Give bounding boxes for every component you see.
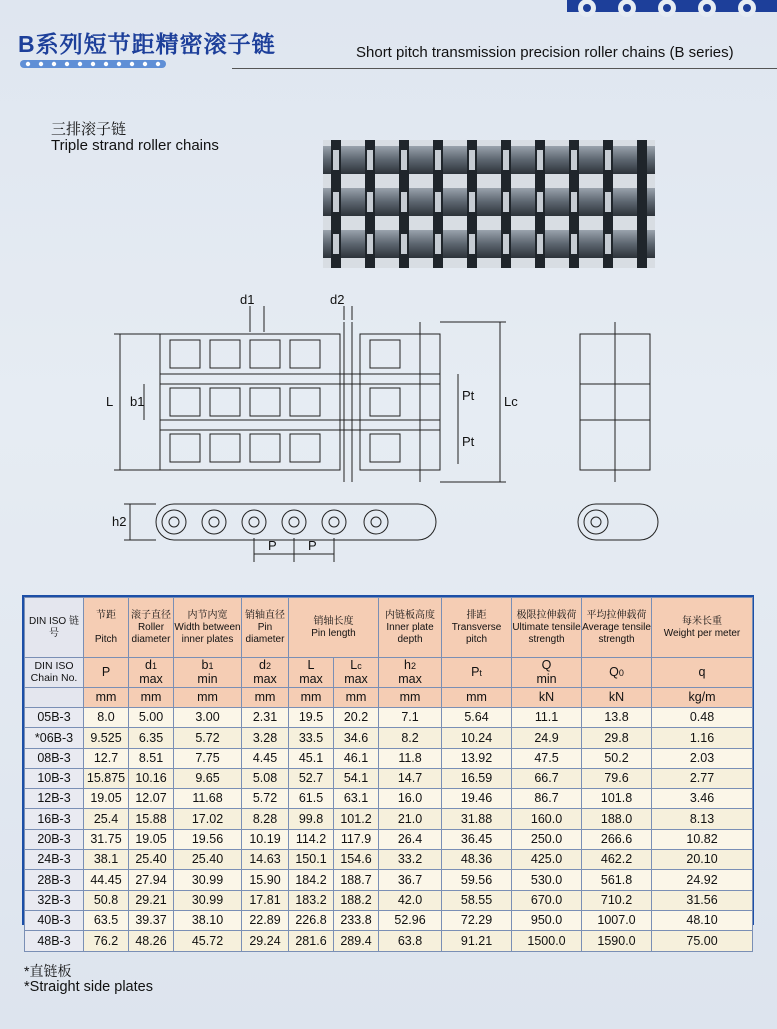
table-cell: 33.5 xyxy=(289,728,334,748)
section-title-cn: 三排滚子链 xyxy=(51,121,127,138)
section-title-en: Triple strand roller chains xyxy=(51,137,219,154)
symbol-L: L max xyxy=(289,658,334,688)
table-cell: 33.2 xyxy=(379,850,442,870)
table-row xyxy=(25,728,753,748)
table-cell: 31.56 xyxy=(652,890,753,910)
label-d1: d1 xyxy=(240,292,255,307)
table-cell: 47.5 xyxy=(512,748,582,768)
table-cell: 188.7 xyxy=(334,870,379,890)
table-cell: 561.8 xyxy=(582,870,652,890)
table-row xyxy=(25,809,753,829)
table-cell: 15.90 xyxy=(242,870,289,890)
table-cell: 7.75 xyxy=(174,748,242,768)
table-cell: 20.2 xyxy=(334,708,379,728)
chain-number-cell: 12B-3 xyxy=(25,789,84,809)
table-cell: 42.0 xyxy=(379,890,442,910)
symbol-Q0: Q0 xyxy=(582,658,652,688)
chain-number-cell: 40B-3 xyxy=(25,910,84,930)
table-cell: 50.2 xyxy=(582,748,652,768)
symbol-b1: b1 min xyxy=(174,658,242,688)
label-d2: d2 xyxy=(330,292,345,307)
table-cell: 27.94 xyxy=(129,870,174,890)
table-row xyxy=(25,768,753,788)
table-cell: 5.08 xyxy=(242,768,289,788)
table-cell: 250.0 xyxy=(512,829,582,849)
table-cell: 24.92 xyxy=(652,870,753,890)
table-cell: 19.46 xyxy=(442,789,512,809)
table-cell: 188.0 xyxy=(582,809,652,829)
table-cell: 30.99 xyxy=(174,890,242,910)
chain-photo xyxy=(323,140,655,268)
table-cell: 1.16 xyxy=(652,728,753,748)
symbol-P: P xyxy=(84,658,129,688)
table-cell: 44.45 xyxy=(84,870,129,890)
table-cell: 36.45 xyxy=(442,829,512,849)
table-cell: 19.5 xyxy=(289,708,334,728)
table-cell: 5.64 xyxy=(442,708,512,728)
label-b1: b1 xyxy=(130,394,145,409)
table-cell: 670.0 xyxy=(512,890,582,910)
table-cell: 266.6 xyxy=(582,829,652,849)
table-cell: 12.07 xyxy=(129,789,174,809)
header-pin-diameter: 销轴直径 Pin diameter xyxy=(242,598,289,658)
label-pt-lower: Pt xyxy=(462,434,475,449)
table-cell: 63.8 xyxy=(379,931,442,951)
table-cell: 66.7 xyxy=(512,768,582,788)
table-cell: 91.21 xyxy=(442,931,512,951)
table-cell: 0.48 xyxy=(652,708,753,728)
table-row xyxy=(25,931,753,951)
page-title-cn: B系列短节距精密滚子链 xyxy=(18,31,276,57)
table-cell: 281.6 xyxy=(289,931,334,951)
table-cell: 8.13 xyxy=(652,809,753,829)
table-cell: 38.1 xyxy=(84,850,129,870)
header-chain-en: DIN ISO Chain No. xyxy=(25,658,84,688)
label-h2: h2 xyxy=(112,514,127,529)
table-cell: 101.2 xyxy=(334,809,379,829)
specifications-table xyxy=(22,595,754,948)
table-cell: 4.45 xyxy=(242,748,289,768)
table-cell: 184.2 xyxy=(289,870,334,890)
corner-chain-decoration xyxy=(567,0,777,22)
table-cell: 76.2 xyxy=(84,931,129,951)
table-cell: 16.59 xyxy=(442,768,512,788)
header-inner-plate-depth: 内链板高度 Inner plate depth xyxy=(379,598,442,658)
chain-number-cell: 48B-3 xyxy=(25,931,84,951)
header-roller-diameter: 滚子直径 Roller diameter xyxy=(129,598,174,658)
table-cell: 8.51 xyxy=(129,748,174,768)
table-cell: 31.88 xyxy=(442,809,512,829)
table-row xyxy=(25,829,753,849)
table-cell: 10.16 xyxy=(129,768,174,788)
table-cell: 52.7 xyxy=(289,768,334,788)
unit-cell: kN xyxy=(582,688,652,708)
unit-cell: kg/m xyxy=(652,688,753,708)
table-cell: 36.7 xyxy=(379,870,442,890)
unit-cell: mm xyxy=(242,688,289,708)
table-cell: 48.36 xyxy=(442,850,512,870)
table-row xyxy=(25,870,753,890)
table-cell: 154.6 xyxy=(334,850,379,870)
chain-number-cell: 28B-3 xyxy=(25,870,84,890)
table-cell: 34.6 xyxy=(334,728,379,748)
table-cell: 38.10 xyxy=(174,910,242,930)
table-cell: 11.1 xyxy=(512,708,582,728)
table-cell: 5.72 xyxy=(242,789,289,809)
table-cell: 3.46 xyxy=(652,789,753,809)
table-cell: 48.26 xyxy=(129,931,174,951)
label-L: L xyxy=(106,394,114,409)
table-cell: 13.92 xyxy=(442,748,512,768)
table-cell: 25.4 xyxy=(84,809,129,829)
unit-cell: kN xyxy=(512,688,582,708)
table-cell: 14.63 xyxy=(242,850,289,870)
header-pin-length: 销轴长度 Pin length xyxy=(289,598,379,658)
table-cell: 30.99 xyxy=(174,870,242,890)
unit-cell: mm xyxy=(379,688,442,708)
header-pitch: 节距 Pitch xyxy=(84,598,129,658)
header-inner-width: 内节内宽 Width between inner plates xyxy=(174,598,242,658)
table-cell: 19.56 xyxy=(174,829,242,849)
table-cell: 10.82 xyxy=(652,829,753,849)
chain-technical-drawing xyxy=(100,292,680,564)
unit-cell: mm xyxy=(442,688,512,708)
table-cell: 54.1 xyxy=(334,768,379,788)
table-cell: 50.8 xyxy=(84,890,129,910)
table-cell: 12.7 xyxy=(84,748,129,768)
table-cell: 188.2 xyxy=(334,890,379,910)
symbol-d1: d1 max xyxy=(129,658,174,688)
table-cell: 7.1 xyxy=(379,708,442,728)
table-cell: 101.8 xyxy=(582,789,652,809)
table-cell: 15.875 xyxy=(84,768,129,788)
table-cell: 29.24 xyxy=(242,931,289,951)
symbol-q: q xyxy=(652,658,753,688)
table-cell: 46.1 xyxy=(334,748,379,768)
label-pt-upper: Pt xyxy=(462,388,475,403)
table-cell: 48.10 xyxy=(652,910,753,930)
table-cell: 59.56 xyxy=(442,870,512,890)
table-cell: 45.72 xyxy=(174,931,242,951)
table-cell: 10.24 xyxy=(442,728,512,748)
table-cell: 19.05 xyxy=(84,789,129,809)
table-row xyxy=(25,850,753,870)
unit-cell: mm xyxy=(174,688,242,708)
table-cell: 1500.0 xyxy=(512,931,582,951)
table-cell: 117.9 xyxy=(334,829,379,849)
table-cell: 22.89 xyxy=(242,910,289,930)
table-cell: 25.40 xyxy=(174,850,242,870)
table-row xyxy=(25,910,753,930)
unit-cell: mm xyxy=(84,688,129,708)
table-cell: 150.1 xyxy=(289,850,334,870)
table-cell: 63.5 xyxy=(84,910,129,930)
table-cell: 16.0 xyxy=(379,789,442,809)
table-cell: 10.19 xyxy=(242,829,289,849)
table-cell: 2.03 xyxy=(652,748,753,768)
table-cell: 3.00 xyxy=(174,708,242,728)
table-cell: 1590.0 xyxy=(582,931,652,951)
table-cell: 2.77 xyxy=(652,768,753,788)
chain-number-cell: 08B-3 xyxy=(25,748,84,768)
symbol-h2: h2 max xyxy=(379,658,442,688)
label-Lc: Lc xyxy=(504,394,518,409)
table-cell: 72.29 xyxy=(442,910,512,930)
chain-number-cell: 16B-3 xyxy=(25,809,84,829)
unit-cell: mm xyxy=(129,688,174,708)
chain-number-cell: 05B-3 xyxy=(25,708,84,728)
table-cell: 9.65 xyxy=(174,768,242,788)
table-cell: 9.525 xyxy=(84,728,129,748)
table-cell: 75.00 xyxy=(652,931,753,951)
chain-number-cell: *06B-3 xyxy=(25,728,84,748)
table-cell: 29.21 xyxy=(129,890,174,910)
table-cell: 15.88 xyxy=(129,809,174,829)
table-row xyxy=(25,789,753,809)
table-cell: 3.28 xyxy=(242,728,289,748)
table-cell: 11.8 xyxy=(379,748,442,768)
table-cell: 39.37 xyxy=(129,910,174,930)
table-cell: 8.28 xyxy=(242,809,289,829)
table-cell: 19.05 xyxy=(129,829,174,849)
chain-number-cell: 24B-3 xyxy=(25,850,84,870)
table-cell: 114.2 xyxy=(289,829,334,849)
symbol-Q: Q min xyxy=(512,658,582,688)
table-cell: 79.6 xyxy=(582,768,652,788)
page-title-en: Short pitch transmission precision roller chains (B series) xyxy=(356,44,734,61)
table-cell: 17.02 xyxy=(174,809,242,829)
header-transverse-pitch: 排距 Transverse pitch xyxy=(442,598,512,658)
table-cell: 58.55 xyxy=(442,890,512,910)
table-cell: 26.4 xyxy=(379,829,442,849)
table-cell: 25.40 xyxy=(129,850,174,870)
unit-chain xyxy=(25,688,84,708)
table-cell: 950.0 xyxy=(512,910,582,930)
table-cell: 8.2 xyxy=(379,728,442,748)
footnote-en: *Straight side plates xyxy=(24,979,153,995)
table-cell: 29.8 xyxy=(582,728,652,748)
table-cell: 5.00 xyxy=(129,708,174,728)
table-cell: 14.7 xyxy=(379,768,442,788)
table-cell: 13.8 xyxy=(582,708,652,728)
unit-cell: mm xyxy=(334,688,379,708)
header-weight: 每米长重 Weight per meter xyxy=(652,598,753,658)
table-cell: 45.1 xyxy=(289,748,334,768)
table-cell: 710.2 xyxy=(582,890,652,910)
table-cell: 233.8 xyxy=(334,910,379,930)
table-cell: 52.96 xyxy=(379,910,442,930)
table-cell: 86.7 xyxy=(512,789,582,809)
table-cell: 24.9 xyxy=(512,728,582,748)
title-chain-ornament xyxy=(18,57,168,71)
table-cell: 11.68 xyxy=(174,789,242,809)
table-cell: 2.31 xyxy=(242,708,289,728)
title-rule xyxy=(232,68,777,69)
unit-cell: mm xyxy=(289,688,334,708)
table-cell: 462.2 xyxy=(582,850,652,870)
table-cell: 160.0 xyxy=(512,809,582,829)
table-cell: 99.8 xyxy=(289,809,334,829)
table-cell: 20.10 xyxy=(652,850,753,870)
table-cell: 289.4 xyxy=(334,931,379,951)
table-cell: 17.81 xyxy=(242,890,289,910)
label-p-2: P xyxy=(308,538,317,553)
symbol-Lc: Lc max xyxy=(334,658,379,688)
chain-number-cell: 32B-3 xyxy=(25,890,84,910)
table-cell: 21.0 xyxy=(379,809,442,829)
footnote-cn: *直链板 xyxy=(24,963,72,979)
table-cell: 31.75 xyxy=(84,829,129,849)
table-cell: 1007.0 xyxy=(582,910,652,930)
table-cell: 183.2 xyxy=(289,890,334,910)
header-average-strength: 平均拉伸载荷 Average tensile strength xyxy=(582,598,652,658)
table-row xyxy=(25,708,753,728)
table-row xyxy=(25,890,753,910)
chain-number-cell: 20B-3 xyxy=(25,829,84,849)
table-cell: 63.1 xyxy=(334,789,379,809)
table-row xyxy=(25,748,753,768)
symbol-Pt: Pt xyxy=(442,658,512,688)
table-cell: 61.5 xyxy=(289,789,334,809)
header-ultimate-strength: 极限拉伸载荷 Ultimate tensile strength xyxy=(512,598,582,658)
header-chain-cn: DIN ISO 链号 xyxy=(25,598,84,658)
chain-number-cell: 10B-3 xyxy=(25,768,84,788)
table-cell: 5.72 xyxy=(174,728,242,748)
symbol-d2: d2 max xyxy=(242,658,289,688)
table-cell: 530.0 xyxy=(512,870,582,890)
table-cell: 226.8 xyxy=(289,910,334,930)
table-cell: 8.0 xyxy=(84,708,129,728)
table-cell: 6.35 xyxy=(129,728,174,748)
table-cell: 425.0 xyxy=(512,850,582,870)
label-p-1: P xyxy=(268,538,277,553)
